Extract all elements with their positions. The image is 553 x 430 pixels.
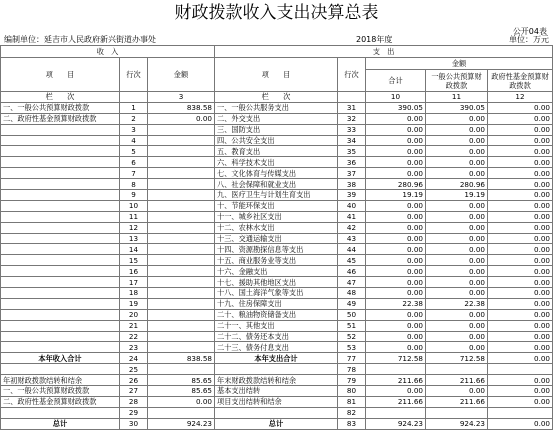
income-amount bbox=[148, 407, 215, 418]
income-row-no: 23 bbox=[120, 342, 148, 353]
expense-row-no: 36 bbox=[338, 157, 366, 168]
table-row bbox=[1, 266, 553, 277]
table-row bbox=[1, 277, 553, 288]
expense-total: 211.66 bbox=[366, 375, 426, 386]
income-row-no: 15 bbox=[120, 255, 148, 266]
expense-row-no: 49 bbox=[338, 298, 366, 309]
expense-fund: 0.00 bbox=[488, 375, 553, 386]
expense-item: 十、节能环保支出 bbox=[215, 200, 338, 211]
expense-general: 0.00 bbox=[426, 135, 488, 146]
income-amount-header: 金额 bbox=[148, 58, 215, 92]
income-item bbox=[1, 298, 120, 309]
table-row bbox=[1, 179, 553, 190]
expense-item: 十六、金融支出 bbox=[215, 266, 338, 277]
expense-row-no: 78 bbox=[338, 364, 366, 375]
income-row-no: 29 bbox=[120, 407, 148, 418]
income-amount bbox=[148, 364, 215, 375]
expense-row-no: 32 bbox=[338, 113, 366, 124]
expense-general: 22.38 bbox=[426, 298, 488, 309]
expense-row-no: 51 bbox=[338, 320, 366, 331]
expense-item: 二十二、债务还本支出 bbox=[215, 331, 338, 342]
table-row bbox=[1, 407, 553, 418]
expense-general: 0.00 bbox=[426, 233, 488, 244]
expense-item: 本年支出合计 bbox=[215, 353, 338, 364]
expense-item: 二、外交支出 bbox=[215, 113, 338, 124]
expense-general: 211.66 bbox=[426, 375, 488, 386]
income-row-no: 14 bbox=[120, 244, 148, 255]
expense-total: 0.00 bbox=[366, 124, 426, 135]
expense-general: 0.00 bbox=[426, 288, 488, 299]
expense-fund: 0.00 bbox=[488, 113, 553, 124]
income-lanci: 栏 次 bbox=[1, 92, 120, 103]
expense-fund: 0.00 bbox=[488, 298, 553, 309]
report-title: 财政拨款收入支出决算总表 bbox=[174, 3, 379, 23]
expense-total: 390.05 bbox=[366, 102, 426, 113]
income-amount bbox=[148, 320, 215, 331]
income-amount bbox=[148, 309, 215, 320]
expense-item: 十五、商业服务业等支出 bbox=[215, 255, 338, 266]
income-item-header: 项 目 bbox=[1, 58, 120, 92]
expense-general: 0.00 bbox=[426, 222, 488, 233]
expense-fund: 0.00 bbox=[488, 342, 553, 353]
table-row bbox=[1, 255, 553, 266]
expense-item: 二十一、其他支出 bbox=[215, 320, 338, 331]
expense-item: 十四、资源勘探信息等支出 bbox=[215, 244, 338, 255]
expense-item: 十二、农林水支出 bbox=[215, 222, 338, 233]
expense-total: 0.00 bbox=[366, 157, 426, 168]
expense-row-no: 38 bbox=[338, 179, 366, 190]
expense-general bbox=[426, 407, 488, 418]
expense-total: 22.38 bbox=[366, 298, 426, 309]
income-item bbox=[1, 342, 120, 353]
income-row-no: 30 bbox=[120, 418, 148, 429]
expense-total: 0.00 bbox=[366, 277, 426, 288]
org-name: 编制单位：延吉市人民政府新兴街道办事处 bbox=[4, 35, 156, 44]
table-row bbox=[1, 396, 553, 407]
income-amount bbox=[148, 342, 215, 353]
table-row bbox=[1, 233, 553, 244]
expense-general: 280.96 bbox=[426, 179, 488, 190]
expense-general: 0.00 bbox=[426, 342, 488, 353]
income-item bbox=[1, 200, 120, 211]
table-row bbox=[1, 113, 553, 124]
expense-fund: 0.00 bbox=[488, 331, 553, 342]
income-item bbox=[1, 320, 120, 331]
expense-fund: 0.00 bbox=[488, 288, 553, 299]
expense-general: 0.00 bbox=[426, 266, 488, 277]
expense-item: 总计 bbox=[215, 418, 338, 429]
expense-row-no: 82 bbox=[338, 407, 366, 418]
table-row bbox=[1, 418, 553, 429]
income-amount: 924.23 bbox=[148, 418, 215, 429]
expense-item: 十七、援助其他地区支出 bbox=[215, 277, 338, 288]
expense-total: 0.00 bbox=[366, 320, 426, 331]
expense-rowno-header: 行次 bbox=[338, 58, 366, 92]
expense-general: 0.00 bbox=[426, 146, 488, 157]
expense-row-no: 39 bbox=[338, 190, 366, 201]
income-item: 年初财政拨款结转和结余 bbox=[1, 375, 120, 386]
expense-item: 十一、城乡社区支出 bbox=[215, 211, 338, 222]
expense-row-no: 79 bbox=[338, 375, 366, 386]
expense-general: 0.00 bbox=[426, 320, 488, 331]
amount-unit: 单位：万元 bbox=[509, 35, 549, 44]
expense-row-no: 34 bbox=[338, 135, 366, 146]
expense-general: 924.23 bbox=[426, 418, 488, 429]
expense-total: 0.00 bbox=[366, 200, 426, 211]
expense-fund: 0.00 bbox=[488, 102, 553, 113]
table-row bbox=[1, 375, 553, 386]
expense-fund bbox=[488, 407, 553, 418]
income-row-no: 16 bbox=[120, 266, 148, 277]
expense-total bbox=[366, 407, 426, 418]
table-row bbox=[1, 200, 553, 211]
expense-item: 八、社会保障和就业支出 bbox=[215, 179, 338, 190]
income-item bbox=[1, 331, 120, 342]
income-amount: 85.65 bbox=[148, 375, 215, 386]
income-row-no: 6 bbox=[120, 157, 148, 168]
expense-row-no: 81 bbox=[338, 396, 366, 407]
expense-fund: 0.00 bbox=[488, 211, 553, 222]
table-row bbox=[1, 353, 553, 364]
income-row-no: 12 bbox=[120, 222, 148, 233]
income-amount bbox=[148, 146, 215, 157]
expense-row-no: 77 bbox=[338, 353, 366, 364]
expense-row-no: 48 bbox=[338, 288, 366, 299]
income-item: 总计 bbox=[1, 418, 120, 429]
expense-general: 0.00 bbox=[426, 168, 488, 179]
income-item bbox=[1, 255, 120, 266]
expense-fund: 0.00 bbox=[488, 396, 553, 407]
income-rowno-header: 行次 bbox=[120, 58, 148, 92]
expense-general: 712.58 bbox=[426, 353, 488, 364]
income-row-no: 11 bbox=[120, 211, 148, 222]
expense-total: 924.23 bbox=[366, 418, 426, 429]
income-item bbox=[1, 309, 120, 320]
income-amount bbox=[148, 255, 215, 266]
col-num-12: 12 bbox=[488, 92, 553, 103]
expense-general: 0.00 bbox=[426, 113, 488, 124]
expense-item: 六、科学技术支出 bbox=[215, 157, 338, 168]
expense-fund: 0.00 bbox=[488, 255, 553, 266]
expense-fund: 0.00 bbox=[488, 320, 553, 331]
income-item bbox=[1, 277, 120, 288]
income-item: 二、政府性基金预算财政拨款 bbox=[1, 396, 120, 407]
expense-item bbox=[215, 364, 338, 375]
expense-total: 0.00 bbox=[366, 255, 426, 266]
income-row-no: 26 bbox=[120, 375, 148, 386]
expense-fund: 0.00 bbox=[488, 179, 553, 190]
total-header: 合计 bbox=[366, 70, 426, 92]
income-amount bbox=[148, 298, 215, 309]
income-row-no: 17 bbox=[120, 277, 148, 288]
income-item bbox=[1, 157, 120, 168]
table-row bbox=[1, 168, 553, 179]
report-meta bbox=[4, 35, 549, 45]
expense-general: 0.00 bbox=[426, 211, 488, 222]
finance-table bbox=[0, 45, 553, 430]
expense-row-no: 33 bbox=[338, 124, 366, 135]
expense-row-no: 40 bbox=[338, 200, 366, 211]
expense-total: 0.00 bbox=[366, 233, 426, 244]
table-row bbox=[1, 309, 553, 320]
income-amount: 0.00 bbox=[148, 113, 215, 124]
expense-row-no: 80 bbox=[338, 386, 366, 397]
expense-item: 十九、住房保障支出 bbox=[215, 298, 338, 309]
income-amount bbox=[148, 124, 215, 135]
expense-row-no: 41 bbox=[338, 211, 366, 222]
expense-fund: 0.00 bbox=[488, 124, 553, 135]
expense-general: 0.00 bbox=[426, 157, 488, 168]
expense-fund bbox=[488, 364, 553, 375]
expense-general: 0.00 bbox=[426, 386, 488, 397]
expense-item: 一、一般公共服务支出 bbox=[215, 102, 338, 113]
expense-fund: 0.00 bbox=[488, 200, 553, 211]
income-item bbox=[1, 135, 120, 146]
expense-general: 0.00 bbox=[426, 309, 488, 320]
expense-item: 三、国防支出 bbox=[215, 124, 338, 135]
expense-fund: 0.00 bbox=[488, 233, 553, 244]
table-row bbox=[1, 244, 553, 255]
expense-fund: 0.00 bbox=[488, 190, 553, 201]
expense-item: 项目支出结转和结余 bbox=[215, 396, 338, 407]
expense-item-header: 项 目 bbox=[215, 58, 338, 92]
expense-total bbox=[366, 364, 426, 375]
income-item bbox=[1, 233, 120, 244]
expense-total: 0.00 bbox=[366, 211, 426, 222]
expense-general bbox=[426, 364, 488, 375]
income-amount bbox=[148, 135, 215, 146]
table-row bbox=[1, 288, 553, 299]
table-row bbox=[1, 342, 553, 353]
income-amount bbox=[148, 157, 215, 168]
income-row-no: 10 bbox=[120, 200, 148, 211]
expense-general: 19.19 bbox=[426, 190, 488, 201]
expense-item: 十八、国土海洋气象等支出 bbox=[215, 288, 338, 299]
income-row-no: 7 bbox=[120, 168, 148, 179]
income-row-no: 18 bbox=[120, 288, 148, 299]
expense-row-no: 46 bbox=[338, 266, 366, 277]
income-amount bbox=[148, 168, 215, 179]
table-row bbox=[1, 146, 553, 157]
expense-total: 0.00 bbox=[366, 146, 426, 157]
income-item bbox=[1, 364, 120, 375]
table-row bbox=[1, 157, 553, 168]
income-amount: 0.00 bbox=[148, 396, 215, 407]
expense-item: 年末财政拨款结转和结余 bbox=[215, 375, 338, 386]
income-row-no: 21 bbox=[120, 320, 148, 331]
income-item bbox=[1, 266, 120, 277]
table-row bbox=[1, 298, 553, 309]
expense-total: 0.00 bbox=[366, 113, 426, 124]
expense-lanci: 栏 次 bbox=[215, 92, 338, 103]
income-row-no: 3 bbox=[120, 124, 148, 135]
expense-row-no: 47 bbox=[338, 277, 366, 288]
income-amount bbox=[148, 222, 215, 233]
income-amount: 838.58 bbox=[148, 102, 215, 113]
expense-item: 七、文化体育与传媒支出 bbox=[215, 168, 338, 179]
income-item bbox=[1, 222, 120, 233]
income-amount bbox=[148, 277, 215, 288]
income-amount bbox=[148, 331, 215, 342]
income-amount bbox=[148, 190, 215, 201]
income-item: 本年收入合计 bbox=[1, 353, 120, 364]
expense-general: 0.00 bbox=[426, 277, 488, 288]
income-item bbox=[1, 211, 120, 222]
income-row-no: 27 bbox=[120, 386, 148, 397]
income-amount bbox=[148, 211, 215, 222]
expense-total: 19.19 bbox=[366, 190, 426, 201]
expense-total: 0.00 bbox=[366, 222, 426, 233]
expense-row-no: 37 bbox=[338, 168, 366, 179]
income-row-no: 19 bbox=[120, 298, 148, 309]
expense-general: 0.00 bbox=[426, 331, 488, 342]
expense-fund: 0.00 bbox=[488, 418, 553, 429]
income-item bbox=[1, 179, 120, 190]
expense-general: 0.00 bbox=[426, 244, 488, 255]
income-row-no: 4 bbox=[120, 135, 148, 146]
income-amount: 838.58 bbox=[148, 353, 215, 364]
expense-total: 0.00 bbox=[366, 309, 426, 320]
income-row-no: 1 bbox=[120, 102, 148, 113]
expense-total: 280.96 bbox=[366, 179, 426, 190]
expense-total: 0.00 bbox=[366, 244, 426, 255]
expense-general: 0.00 bbox=[426, 200, 488, 211]
expense-fund: 0.00 bbox=[488, 146, 553, 157]
income-amount bbox=[148, 288, 215, 299]
expense-item: 九、医疗卫生与计划生育支出 bbox=[215, 190, 338, 201]
income-amount: 85.65 bbox=[148, 386, 215, 397]
expense-row-no: 52 bbox=[338, 331, 366, 342]
expense-fund: 0.00 bbox=[488, 277, 553, 288]
expense-row-no: 42 bbox=[338, 222, 366, 233]
income-row-no: 20 bbox=[120, 309, 148, 320]
income-row-no: 8 bbox=[120, 179, 148, 190]
col-num-11: 11 bbox=[426, 92, 488, 103]
report-year: 2018年度 bbox=[356, 35, 393, 44]
income-item bbox=[1, 190, 120, 201]
expense-total: 0.00 bbox=[366, 266, 426, 277]
table-row bbox=[1, 386, 553, 397]
income-amount bbox=[148, 179, 215, 190]
income-row-no: 24 bbox=[120, 353, 148, 364]
income-amount bbox=[148, 233, 215, 244]
table-row bbox=[1, 211, 553, 222]
expense-row-no: 44 bbox=[338, 244, 366, 255]
expense-total: 712.58 bbox=[366, 353, 426, 364]
expense-total: 0.00 bbox=[366, 386, 426, 397]
income-amount bbox=[148, 200, 215, 211]
income-row-no: 28 bbox=[120, 396, 148, 407]
expense-general: 0.00 bbox=[426, 255, 488, 266]
income-item bbox=[1, 168, 120, 179]
expense-total: 0.00 bbox=[366, 168, 426, 179]
expense-fund: 0.00 bbox=[488, 135, 553, 146]
expense-row-no: 45 bbox=[338, 255, 366, 266]
expense-item: 基本支出结转 bbox=[215, 386, 338, 397]
expense-item: 四、公共安全支出 bbox=[215, 135, 338, 146]
expense-total: 211.66 bbox=[366, 396, 426, 407]
expense-item bbox=[215, 407, 338, 418]
expense-row-no: 50 bbox=[338, 309, 366, 320]
expense-fund: 0.00 bbox=[488, 309, 553, 320]
table-row bbox=[1, 190, 553, 201]
expense-row-no: 35 bbox=[338, 146, 366, 157]
expense-item: 二十、粮油物资储备支出 bbox=[215, 309, 338, 320]
table-row bbox=[1, 124, 553, 135]
income-row-no: 13 bbox=[120, 233, 148, 244]
expense-fund: 0.00 bbox=[488, 244, 553, 255]
income-amount bbox=[148, 266, 215, 277]
income-item bbox=[1, 288, 120, 299]
fund-budget-header: 政府性基金预算财政拨款 bbox=[488, 70, 553, 92]
income-header: 收 入 bbox=[1, 46, 215, 58]
expense-fund: 0.00 bbox=[488, 168, 553, 179]
income-row-no: 9 bbox=[120, 190, 148, 201]
expense-row-no: 31 bbox=[338, 102, 366, 113]
general-budget-header: 一般公共预算财政拨款 bbox=[426, 70, 488, 92]
income-row-no: 2 bbox=[120, 113, 148, 124]
income-item bbox=[1, 407, 120, 418]
income-item: 一、一般公共预算财政拨款 bbox=[1, 386, 120, 397]
expense-total: 0.00 bbox=[366, 342, 426, 353]
expense-fund: 0.00 bbox=[488, 266, 553, 277]
table-row bbox=[1, 320, 553, 331]
income-row-no: 22 bbox=[120, 331, 148, 342]
table-row bbox=[1, 135, 553, 146]
expense-row-no: 43 bbox=[338, 233, 366, 244]
table-row bbox=[1, 364, 553, 375]
income-row-no: 5 bbox=[120, 146, 148, 157]
income-item bbox=[1, 124, 120, 135]
table-row bbox=[1, 331, 553, 342]
table-row bbox=[1, 102, 553, 113]
expense-amount-group-header: 金额 bbox=[366, 58, 553, 70]
expense-total: 0.00 bbox=[366, 331, 426, 342]
expense-general: 390.05 bbox=[426, 102, 488, 113]
expense-header: 支 出 bbox=[215, 46, 553, 58]
income-item bbox=[1, 244, 120, 255]
income-item: 一、一般公共预算财政拨款 bbox=[1, 102, 120, 113]
expense-row-no: 83 bbox=[338, 418, 366, 429]
expense-total: 0.00 bbox=[366, 288, 426, 299]
col-num-3: 3 bbox=[148, 92, 215, 103]
table-row bbox=[1, 222, 553, 233]
expense-fund: 0.00 bbox=[488, 222, 553, 233]
income-row-no: 25 bbox=[120, 364, 148, 375]
expense-fund: 0.00 bbox=[488, 157, 553, 168]
expense-general: 211.66 bbox=[426, 396, 488, 407]
form-code: 公开04表 bbox=[512, 27, 547, 36]
expense-item: 十三、交通运输支出 bbox=[215, 233, 338, 244]
income-item: 二、政府性基金预算财政拨款 bbox=[1, 113, 120, 124]
income-item bbox=[1, 146, 120, 157]
expense-row-no: 53 bbox=[338, 342, 366, 353]
income-amount bbox=[148, 244, 215, 255]
expense-fund: 0.00 bbox=[488, 353, 553, 364]
expense-total: 0.00 bbox=[366, 135, 426, 146]
expense-item: 五、教育支出 bbox=[215, 146, 338, 157]
col-num-10: 10 bbox=[366, 92, 426, 103]
expense-fund: 0.00 bbox=[488, 386, 553, 397]
expense-item: 二十三、债务付息支出 bbox=[215, 342, 338, 353]
expense-general: 0.00 bbox=[426, 124, 488, 135]
